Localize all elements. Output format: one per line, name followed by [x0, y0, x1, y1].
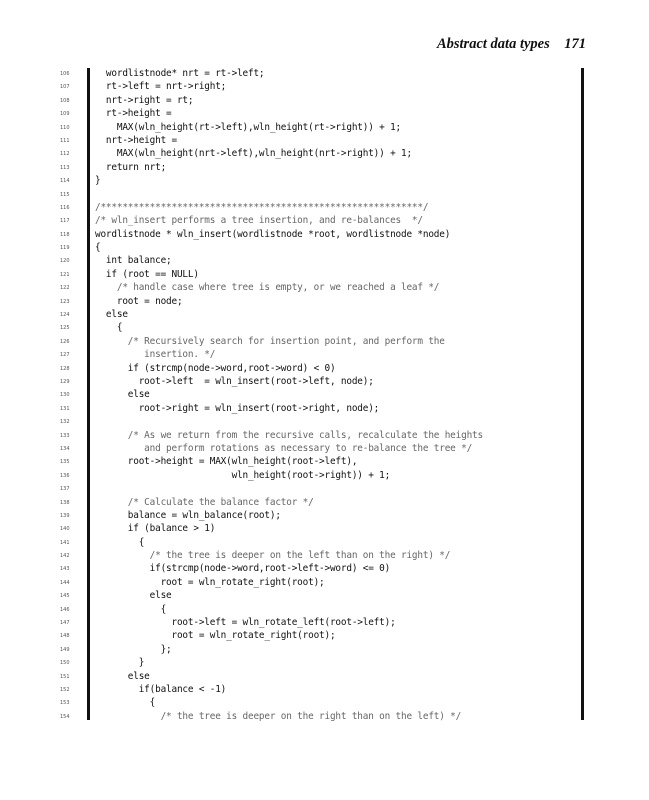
line-number: 122: [60, 285, 70, 292]
line-number: 130: [60, 392, 70, 399]
code-text: nrt->height =: [95, 134, 177, 146]
line-number: 138: [60, 499, 70, 506]
line-number: 140: [60, 526, 70, 533]
code-comment: /* wln_insert performs a tree insertion, and re-balances */: [95, 215, 423, 227]
line-number: 113: [60, 164, 70, 171]
line-number: 150: [60, 660, 70, 667]
line-number: 114: [60, 178, 70, 185]
line-number: 111: [60, 137, 70, 144]
code-text: balance = wln_balance(root);: [95, 509, 281, 521]
line-number: 152: [60, 686, 70, 693]
code-line: [0, 643, 649, 656]
line-number: 108: [60, 97, 70, 104]
code-text: if (root == NULL): [95, 268, 199, 280]
code-line: [0, 241, 649, 254]
running-header: [0, 36, 586, 53]
line-number: 124: [60, 312, 70, 319]
code-line: [0, 80, 649, 93]
code-comment: and perform rotations as necessary to re-balance the tree */: [95, 442, 473, 454]
code-text: rt->height =: [95, 108, 172, 120]
code-text: else: [95, 309, 128, 321]
code-text: if (strcmp(node->word,root->word) < 0): [95, 362, 336, 374]
code-text: {: [95, 322, 123, 334]
code-line: [0, 616, 649, 629]
code-line: [0, 629, 649, 642]
code-text: root->right = wln_insert(root->right, node);: [95, 402, 380, 414]
line-number: 132: [60, 419, 70, 426]
code-line: [0, 254, 649, 267]
code-text: nrt->right = rt;: [95, 94, 194, 106]
code-line: [0, 107, 649, 120]
code-line: [0, 455, 649, 468]
line-number: 147: [60, 620, 70, 627]
code-text: root->left = wln_insert(root->left, node);: [95, 375, 374, 387]
code-line: [0, 402, 649, 415]
line-number: 136: [60, 472, 70, 479]
code-line: [0, 469, 649, 482]
line-number: 137: [60, 486, 70, 493]
code-text: root->height = MAX(wln_height(root->left),: [95, 456, 358, 468]
code-text: MAX(wln_height(rt->left),wln_height(rt->right)) + 1;: [95, 121, 401, 133]
line-number: 129: [60, 378, 70, 385]
code-text: {: [95, 697, 156, 709]
line-number: 119: [60, 245, 70, 252]
code-line: [0, 429, 649, 442]
line-number: 117: [60, 218, 70, 225]
code-line: [0, 482, 649, 495]
code-text: return nrt;: [95, 161, 167, 173]
line-number: 154: [60, 713, 70, 720]
code-line: [0, 536, 649, 549]
line-number: 143: [60, 566, 70, 573]
code-text: {: [95, 536, 145, 548]
code-line: [0, 522, 649, 535]
code-line: [0, 670, 649, 683]
code-line: [0, 496, 649, 509]
line-number: 131: [60, 405, 70, 412]
code-text: if(strcmp(node->word,root->left->word) <= 0): [95, 563, 391, 575]
code-text: {: [95, 603, 167, 615]
line-number: 110: [60, 124, 70, 131]
code-line: [0, 442, 649, 455]
code-comment: /* Calculate the balance factor */: [95, 496, 314, 508]
code-text: rt->left = nrt->right;: [95, 81, 227, 93]
code-text: root = wln_rotate_right(root);: [95, 630, 336, 642]
code-line: [0, 161, 649, 174]
code-line: [0, 656, 649, 669]
line-number: 148: [60, 633, 70, 640]
code-text: MAX(wln_height(nrt->left),wln_height(nrt->right)) + 1;: [95, 148, 412, 160]
code-line: [0, 201, 649, 214]
code-line: [0, 214, 649, 227]
code-line: [0, 375, 649, 388]
line-number: 145: [60, 593, 70, 600]
code-text: }: [95, 657, 145, 669]
code-line: [0, 549, 649, 562]
code-text: else: [95, 389, 150, 401]
code-line: [0, 335, 649, 348]
code-text: }: [95, 175, 101, 187]
code-text: {: [95, 242, 101, 254]
code-line: [0, 268, 649, 281]
code-comment: /* As we return from the recursive calls, recalculate the heights: [95, 429, 483, 441]
code-line: [0, 683, 649, 696]
code-line: [0, 308, 649, 321]
code-line: [0, 696, 649, 709]
line-number: 135: [60, 459, 70, 466]
code-line: [0, 174, 649, 187]
code-line: [0, 362, 649, 375]
code-comment: /* the tree is deeper on the right than on the left) */: [95, 710, 462, 722]
line-number: 144: [60, 579, 70, 586]
line-number: 109: [60, 111, 70, 118]
code-line: [0, 188, 649, 201]
line-number: 128: [60, 365, 70, 372]
line-number: 153: [60, 700, 70, 707]
code-line: [0, 121, 649, 134]
code-line: [0, 134, 649, 147]
line-number: 107: [60, 84, 70, 91]
code-comment: /* Recursively search for insertion point, and perform the: [95, 335, 445, 347]
line-number: 149: [60, 646, 70, 653]
line-number: 139: [60, 512, 70, 519]
code-line: [0, 94, 649, 107]
code-line: [0, 67, 649, 80]
code-line: [0, 710, 649, 723]
code-line: [0, 589, 649, 602]
code-line: [0, 509, 649, 522]
code-text: };: [95, 643, 172, 655]
code-line: [0, 295, 649, 308]
code-line: [0, 388, 649, 401]
line-number: 125: [60, 325, 70, 332]
code-listing: [0, 67, 649, 723]
code-text: wordlistnode* nrt = rt->left;: [95, 68, 265, 79]
code-text: root = node;: [95, 295, 183, 307]
code-text: int balance;: [95, 255, 172, 267]
line-number: 127: [60, 352, 70, 359]
code-comment: /***********************************************************/: [95, 201, 429, 213]
line-number: 106: [60, 71, 70, 77]
code-line: [0, 603, 649, 616]
line-number: 126: [60, 338, 70, 345]
code-line: [0, 321, 649, 334]
line-number: 123: [60, 298, 70, 305]
page-number: 171: [564, 36, 586, 52]
code-text: wordlistnode * wln_insert(wordlistnode *root, wordlistnode *node): [95, 228, 451, 240]
code-line: [0, 415, 649, 428]
code-line: [0, 576, 649, 589]
code-text: root->left = wln_rotate_left(root->left);: [95, 617, 396, 629]
code-line: [0, 281, 649, 294]
line-number: 141: [60, 539, 70, 546]
running-header-title: Abstract data types: [436, 36, 550, 52]
line-number: 151: [60, 673, 70, 680]
code-line: [0, 147, 649, 160]
code-text: wln_height(root->right)) + 1;: [95, 469, 391, 481]
code-text: root = wln_rotate_right(root);: [95, 576, 325, 588]
line-number: 118: [60, 231, 70, 238]
code-text: else: [95, 670, 150, 682]
code-line: [0, 348, 649, 361]
line-number: 115: [60, 191, 70, 198]
code-text: if (balance > 1): [95, 523, 216, 535]
line-number: 146: [60, 606, 70, 613]
code-text: else: [95, 590, 172, 602]
code-comment: /* the tree is deeper on the left than on the right) */: [95, 550, 451, 562]
code-comment: insertion. */: [95, 349, 216, 361]
line-number: 120: [60, 258, 70, 265]
code-text: if(balance < -1): [95, 683, 227, 695]
line-number: 116: [60, 204, 70, 211]
line-number: 121: [60, 271, 70, 278]
line-number: 142: [60, 553, 70, 560]
line-number: 112: [60, 151, 70, 158]
code-comment: /* handle case where tree is empty, or we reached a leaf */: [95, 282, 440, 294]
line-number: 134: [60, 445, 70, 452]
line-number: 133: [60, 432, 70, 439]
code-line: [0, 562, 649, 575]
code-line: [0, 228, 649, 241]
